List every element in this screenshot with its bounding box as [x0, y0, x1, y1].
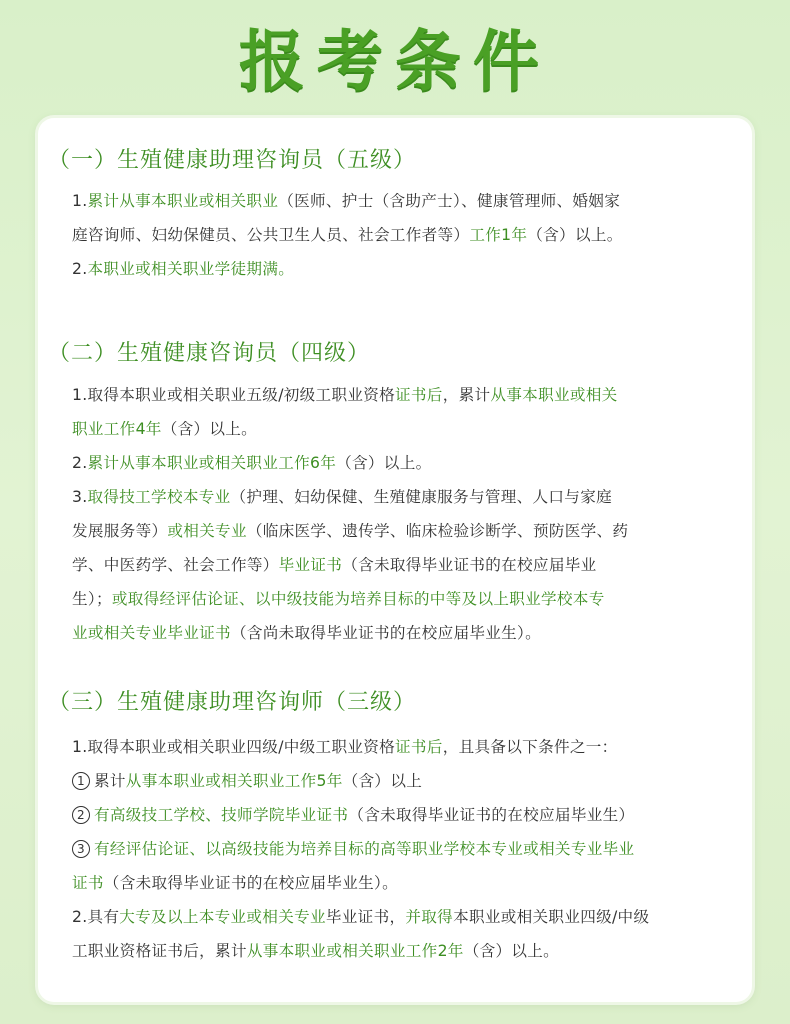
body-text: （含）以上。 — [336, 454, 432, 472]
section-body-level-4 — [72, 378, 732, 650]
condition-line — [72, 730, 732, 764]
body-text: 生）； — [72, 590, 112, 608]
section-heading-level-5: （一）生殖健康助理咨询员（五级） — [48, 148, 417, 173]
body-text: 1.取得本职业或相关职业五级/初级工职业资格 — [72, 386, 396, 404]
body-text: 2.具有 — [72, 908, 120, 926]
highlight-text: 有经评估论证、以高级技能为培养目标的高等职业学校本专业或相关专业毕业 — [94, 840, 635, 858]
condition-line — [72, 412, 732, 446]
body-text: 1.取得本职业或相关职业四级/中级工职业资格 — [72, 738, 396, 756]
body-text: 庭咨询师、妇幼保健员、公共卫生人员、社会工作者等） — [72, 226, 470, 244]
highlight-text: 有高级技工学校、技师学院毕业证书 — [94, 806, 349, 824]
body-text: 2. — [72, 454, 88, 472]
condition-line — [72, 548, 732, 582]
page-title: 报考条件 — [239, 23, 551, 100]
body-text: 发展服务等） — [72, 522, 168, 540]
body-text: 累计 — [94, 772, 126, 790]
condition-line — [72, 514, 732, 548]
body-text: （护理、妇幼保健、生殖健康服务与管理、人口与家庭 — [230, 488, 612, 506]
section-heading-level-3: （三）生殖健康助理咨询师（三级） — [48, 690, 417, 715]
body-text: ，累计 — [442, 386, 491, 404]
circled-number: 1 — [72, 772, 90, 790]
body-text: （含）以上 — [342, 772, 423, 790]
body-text: 2. — [72, 260, 88, 278]
body-text: （含未取得毕业证书的在校应届毕业生）。 — [103, 874, 398, 892]
body-text: 工职业资格证书后 — [72, 942, 200, 960]
body-text: 毕业证书， — [325, 908, 406, 926]
section-body-level-5 — [72, 184, 732, 286]
highlight-text: 累计从事本职业或相关职业工作6年 — [87, 454, 337, 472]
condition-line — [72, 764, 732, 798]
body-text: 学、中医药学、社会工作等） — [72, 556, 279, 574]
highlight-text: 从事本职业或相关 — [490, 386, 618, 404]
highlight-text: 业或相关专业毕业证书 — [72, 624, 231, 642]
body-text: （含）以上。 — [463, 942, 560, 960]
condition-line — [72, 900, 732, 934]
body-text: （医师、护士（含助产士）、健康管理师、婚姻家 — [278, 192, 621, 210]
highlight-text: 工作1年 — [469, 226, 528, 244]
condition-line — [72, 252, 732, 286]
body-text: （含尚未取得毕业证书的在校应届毕业生）。 — [230, 624, 542, 642]
section-heading-level-4: （二）生殖健康咨询员（四级） — [48, 341, 371, 366]
condition-line — [72, 832, 732, 866]
highlight-text: 毕业证书 — [278, 556, 343, 574]
highlight-text: 从事本职业或相关职业工作2年 — [246, 942, 464, 960]
body-text: （含未取得毕业证书的在校应届毕业生） — [348, 806, 635, 824]
conditions-card — [38, 118, 752, 1002]
circled-number: 3 — [72, 840, 90, 858]
highlight-text: 或取得经评估论证、以中级技能为培养目标的中等及以上职业学校本专 — [111, 590, 605, 608]
condition-line — [72, 616, 732, 650]
condition-line — [72, 798, 732, 832]
condition-line — [72, 866, 732, 900]
circled-number: 2 — [72, 806, 90, 824]
body-text: 1. — [72, 192, 88, 210]
condition-line — [72, 378, 732, 412]
condition-line — [72, 480, 732, 514]
body-text: ，累计 — [199, 942, 247, 960]
condition-line — [72, 446, 732, 480]
highlight-text: 本职业或相关职业学徒期满。 — [87, 260, 295, 278]
body-text: ，且具备以下条件之一： — [442, 738, 618, 756]
body-text: （临床医学、遗传学、临床检验诊断学、预防医学、药 — [246, 522, 629, 540]
body-text: （含）以上。 — [527, 226, 623, 244]
body-text: 3. — [72, 488, 88, 506]
highlight-text: 证书后 — [395, 738, 443, 756]
condition-line — [72, 218, 732, 252]
highlight-text: 证书后 — [395, 386, 443, 404]
condition-line — [72, 934, 732, 968]
condition-line — [72, 184, 732, 218]
highlight-text: 取得技工学校本专业 — [87, 488, 231, 506]
highlight-text: 累计从事本职业或相关职业 — [87, 192, 279, 210]
body-text: 本职业或相关职业四级/中级 — [453, 908, 650, 926]
section-body-level-3 — [72, 730, 732, 968]
highlight-text: 或相关专业 — [167, 522, 247, 540]
highlight-text: 大专及以上本专业或相关专业 — [119, 908, 326, 926]
highlight-text: 证书 — [72, 874, 104, 892]
highlight-text: 从事本职业或相关职业工作5年 — [125, 772, 343, 790]
highlight-text: 并取得 — [405, 908, 454, 926]
condition-line — [72, 582, 732, 616]
body-text: （含）以上。 — [161, 420, 258, 438]
body-text: （含未取得毕业证书的在校应届毕业 — [342, 556, 597, 574]
highlight-text: 职业工作4年 — [72, 420, 162, 438]
